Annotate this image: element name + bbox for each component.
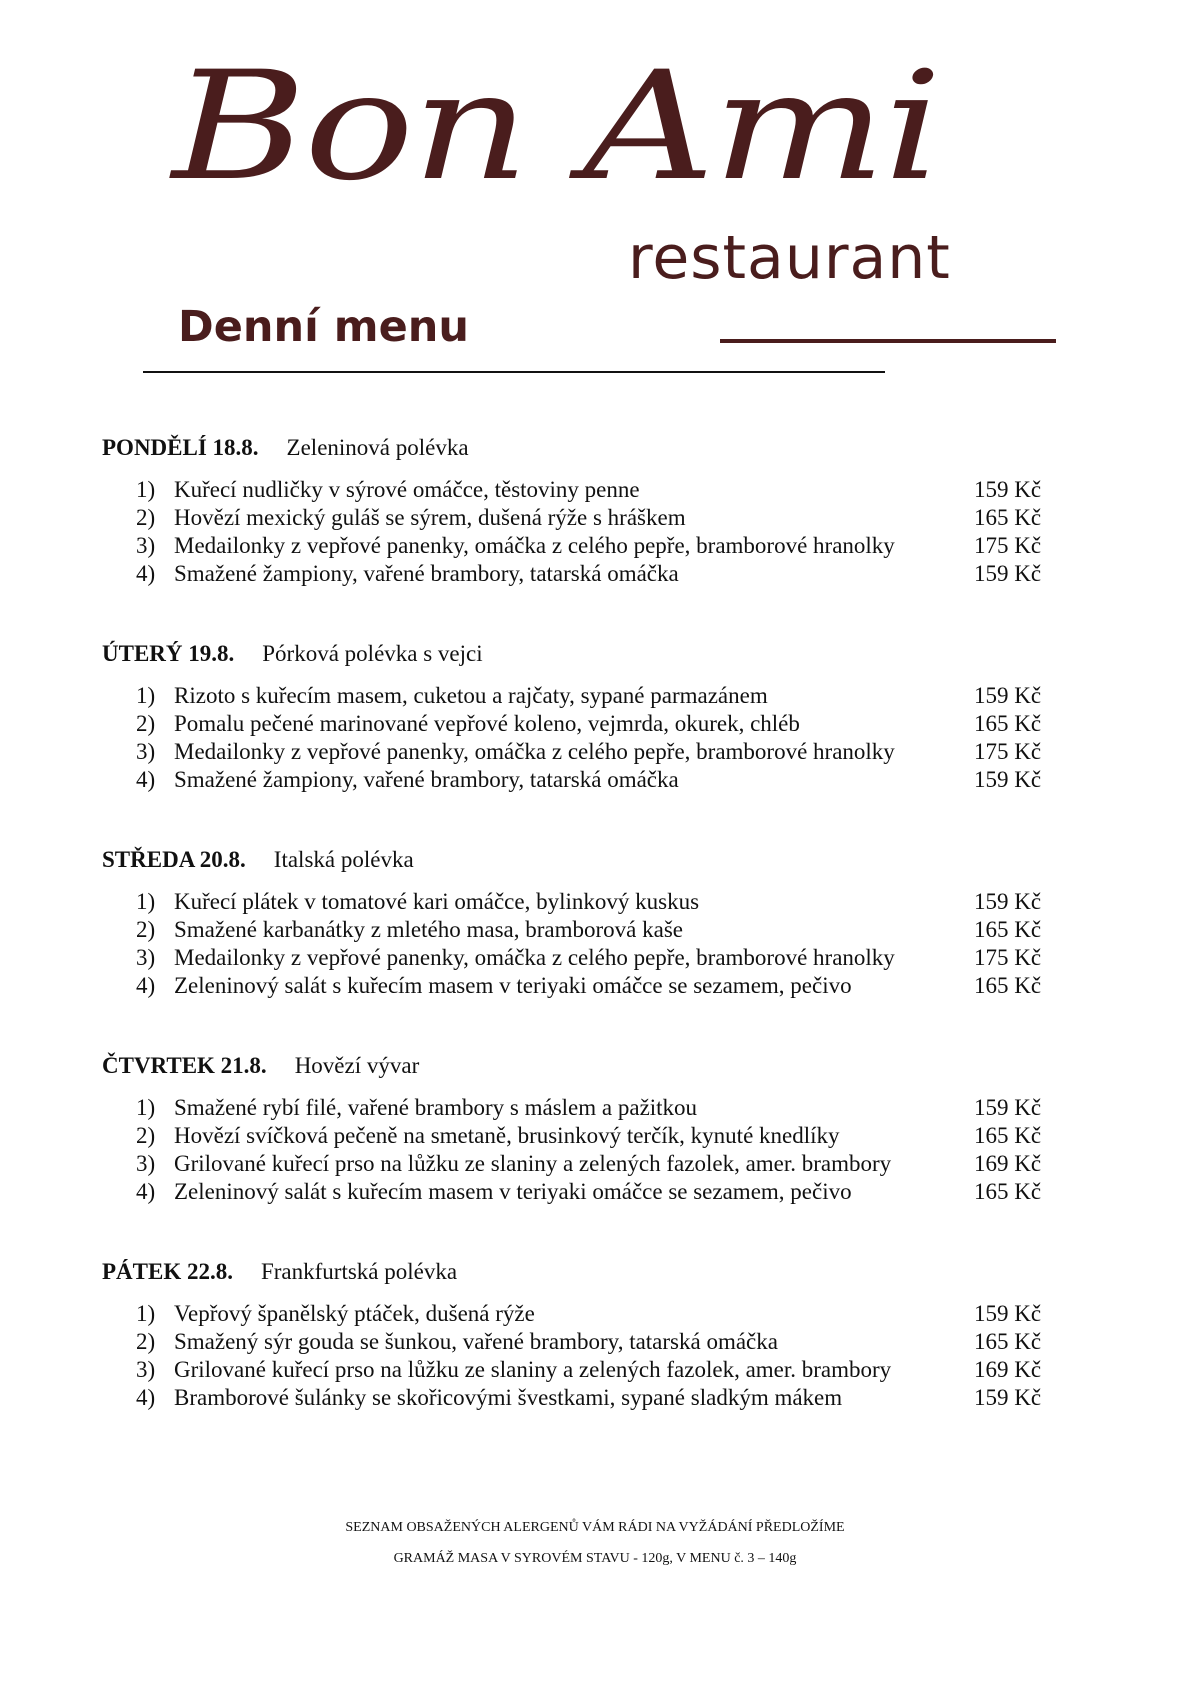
menu-item-list — [102, 1300, 1050, 1412]
menu-item — [102, 532, 1050, 560]
item-price: 159 Kč — [974, 477, 1042, 502]
soup-name: Italská polévka — [273, 847, 414, 872]
item-price: 175 Kč — [974, 945, 1042, 970]
menu-item — [102, 738, 1050, 766]
day-section — [102, 1258, 1050, 1412]
item-price: 165 Kč — [974, 1123, 1042, 1148]
logo-script: Bon Ami — [172, 40, 940, 214]
item-name: Medailonky z vepřové panenky, omáčka z celého pepře, bramborové hranolky — [174, 739, 895, 764]
item-name: Kuřecí nudličky v sýrové omáčce, těstoviny penne — [174, 477, 640, 502]
item-number: 2) — [136, 711, 156, 736]
day-section — [102, 846, 1050, 1000]
day-heading — [102, 640, 1050, 668]
soup-name: Frankfurtská polévka — [260, 1259, 458, 1284]
item-price: 165 Kč — [974, 711, 1042, 736]
item-name: Smažené žampiony, vařené brambory, tatarská omáčka — [174, 767, 679, 792]
menu-item — [102, 972, 1050, 1000]
day-name: PONDĚLÍ 18.8. — [102, 435, 259, 460]
item-name: Grilované kuřecí prso na lůžku ze slaniny a zelených fazolek, amer. brambory — [174, 1151, 892, 1176]
item-number: 4) — [136, 973, 156, 998]
item-price: 165 Kč — [974, 1329, 1042, 1354]
menu-item-list — [102, 1094, 1050, 1206]
item-number: 4) — [136, 1179, 156, 1204]
item-name: Smažené žampiony, vařené brambory, tatarská omáčka — [174, 561, 679, 586]
allergen-note: SEZNAM OBSAŽENÝCH ALERGENŮ VÁM RÁDI NA VYŽÁDÁNÍ PŘEDLOŽÍME — [345, 1520, 845, 1535]
title-rule — [720, 339, 1056, 343]
item-price: 165 Kč — [974, 917, 1042, 942]
item-number: 3) — [136, 739, 156, 764]
item-price: 165 Kč — [974, 505, 1042, 530]
menu-item — [102, 710, 1050, 738]
item-price: 159 Kč — [974, 1301, 1042, 1326]
menu-item — [102, 682, 1050, 710]
menu-item — [102, 504, 1050, 532]
item-name: Kuřecí plátek v tomatové kari omáčce, bylinkový kuskus — [174, 889, 700, 914]
item-number: 4) — [136, 561, 156, 586]
menu-item — [102, 1150, 1050, 1178]
soup-name: Zeleninová polévka — [286, 435, 469, 460]
item-price: 165 Kč — [974, 973, 1042, 998]
item-number: 2) — [136, 1329, 156, 1354]
item-number: 2) — [136, 917, 156, 942]
item-number: 3) — [136, 1151, 156, 1176]
menu-item — [102, 1300, 1050, 1328]
day-section — [102, 1052, 1050, 1206]
menu-item — [102, 1384, 1050, 1412]
menu-item — [102, 1122, 1050, 1150]
logo-subtitle: restaurant — [628, 223, 951, 293]
item-price: 159 Kč — [974, 767, 1042, 792]
menu-item — [102, 476, 1050, 504]
item-price: 175 Kč — [974, 739, 1042, 764]
day-name: ČTVRTEK 21.8. — [102, 1053, 267, 1078]
item-name: Pomalu pečené marinované vepřové koleno, vejmrda, okurek, chléb — [174, 711, 800, 736]
item-price: 159 Kč — [974, 683, 1042, 708]
menu-item-list — [102, 682, 1050, 794]
day-heading — [102, 434, 1050, 462]
day-heading — [102, 846, 1050, 874]
item-number: 3) — [136, 945, 156, 970]
menu-item — [102, 1094, 1050, 1122]
item-price: 169 Kč — [974, 1357, 1042, 1382]
item-price: 159 Kč — [974, 1385, 1042, 1410]
menu-item — [102, 916, 1050, 944]
header-divider — [143, 371, 885, 373]
menu-item — [102, 766, 1050, 794]
item-number: 3) — [136, 1357, 156, 1382]
item-name: Smažené karbanátky z mletého masa, bramborová kaše — [174, 917, 683, 942]
soup-name: Pórková polévka s vejci — [262, 641, 483, 666]
item-number: 1) — [136, 477, 156, 502]
day-section — [102, 434, 1050, 588]
meat-weight-note: GRAMÁŽ MASA V SYROVÉM STAVU - 120g, V MENU č. 3 – 140g — [393, 1551, 797, 1566]
item-name: Smažené rybí filé, vařené brambory s máslem a pažitkou — [174, 1095, 698, 1120]
item-name: Medailonky z vepřové panenky, omáčka z celého pepře, bramborové hranolky — [174, 945, 895, 970]
item-price: 175 Kč — [974, 533, 1042, 558]
soup-name: Hovězí vývar — [294, 1053, 420, 1078]
item-number: 2) — [136, 1123, 156, 1148]
item-number: 1) — [136, 889, 156, 914]
item-number: 4) — [136, 767, 156, 792]
menu-item — [102, 560, 1050, 588]
item-name: Hovězí svíčková pečeně na smetaně, brusinkový terčík, kynuté knedlíky — [174, 1123, 840, 1148]
menu-item-list — [102, 888, 1050, 1000]
item-name: Grilované kuřecí prso na lůžku ze slaniny a zelených fazolek, amer. brambory — [174, 1357, 892, 1382]
item-name: Hovězí mexický guláš se sýrem, dušená rýže s hráškem — [174, 505, 686, 530]
menu-item — [102, 1356, 1050, 1384]
day-heading — [102, 1258, 1050, 1286]
menu-item — [102, 1178, 1050, 1206]
item-number: 1) — [136, 1301, 156, 1326]
item-price: 169 Kč — [974, 1151, 1042, 1176]
item-number: 4) — [136, 1385, 156, 1410]
item-number: 1) — [136, 1095, 156, 1120]
menu-item-list — [102, 476, 1050, 588]
item-number: 1) — [136, 683, 156, 708]
menu-item — [102, 944, 1050, 972]
day-name: PÁTEK 22.8. — [102, 1259, 233, 1284]
item-number: 3) — [136, 533, 156, 558]
item-name: Zeleninový salát s kuřecím masem v teriyaki omáčce se sezamem, pečivo — [174, 973, 852, 998]
day-section — [102, 640, 1050, 794]
item-price: 159 Kč — [974, 561, 1042, 586]
item-name: Vepřový španělský ptáček, dušená rýže — [174, 1301, 535, 1326]
day-heading — [102, 1052, 1050, 1080]
item-price: 159 Kč — [974, 1095, 1042, 1120]
item-name: Bramborové šulánky se skořicovými švestkami, sypané sladkým mákem — [174, 1385, 843, 1410]
item-number: 2) — [136, 505, 156, 530]
item-name: Medailonky z vepřové panenky, omáčka z celého pepře, bramborové hranolky — [174, 533, 895, 558]
day-name: ÚTERÝ 19.8. — [102, 641, 235, 666]
day-name: STŘEDA 20.8. — [102, 847, 246, 872]
menu-item — [102, 1328, 1050, 1356]
item-name: Zeleninový salát s kuřecím masem v teriyaki omáčce se sezamem, pečivo — [174, 1179, 852, 1204]
menu-days — [102, 434, 1050, 1464]
item-name: Smažený sýr gouda se šunkou, vařené brambory, tatarská omáčka — [174, 1329, 778, 1354]
item-name: Rizoto s kuřecím masem, cuketou a rajčaty, sypané parmazánem — [174, 683, 768, 708]
item-price: 165 Kč — [974, 1179, 1042, 1204]
item-price: 159 Kč — [974, 889, 1042, 914]
menu-item — [102, 888, 1050, 916]
page-title: Denní menu — [178, 302, 469, 352]
